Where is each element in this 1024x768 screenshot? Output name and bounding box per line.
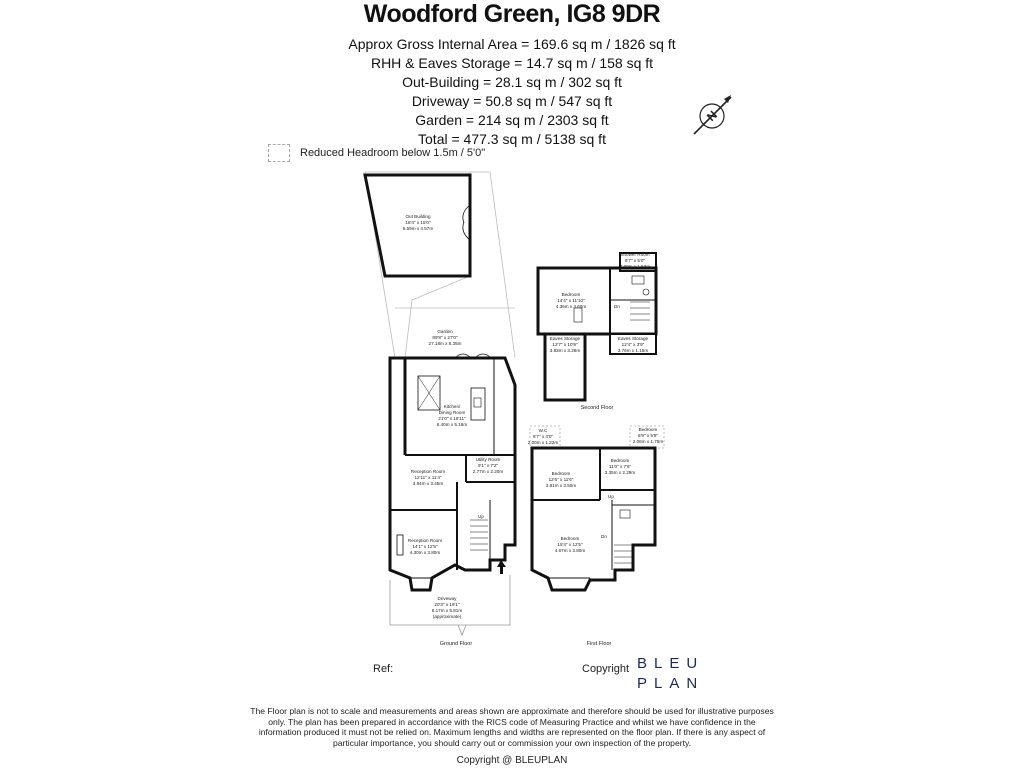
copyright-label: Copyright	[582, 663, 630, 675]
svg-text:12'4" x 3'9": 12'4" x 3'9"	[621, 342, 645, 347]
svg-text:12'11" x 11'4": 12'11" x 11'4"	[414, 475, 442, 480]
floor-label-second: Second Floor	[580, 405, 614, 411]
stair-up-first: Up	[608, 494, 614, 499]
svg-text:11'0" x 7'6": 11'0" x 7'6"	[608, 464, 632, 469]
svg-text:2.77m x 2.20m: 2.77m x 2.20m	[472, 469, 504, 474]
svg-text:Dining Room: Dining Room	[438, 410, 466, 415]
area-line-garden: Garden = 214 sq m / 2303 sq ft	[415, 112, 609, 128]
svg-text:3.83m x 3.28m: 3.83m x 3.28m	[549, 348, 581, 353]
svg-text:6'7" x 5'0": 6'7" x 5'0"	[624, 258, 646, 263]
svg-text:3.94m x 3.45m: 3.94m x 3.45m	[412, 481, 444, 486]
svg-text:2.00m x 1.22m: 2.00m x 1.22m	[527, 440, 559, 445]
stair-dn-second: Dn	[614, 304, 620, 309]
disclaimer-text: The Floor plan is not to scale and measurements and areas shown are approximate and therefore should be used for illustrative purposes only. The plan has been prepared in accordance with the RICS code of Measuring Practice and whilst we have confidence in the information produced it must not be relied on. Maximum lengths and widths are represented on the floor plan. If there is any aspect of particular importance, you should carry out or commission your own inspection of the property.	[250, 706, 774, 748]
svg-text:15'4" x 12'5": 15'4" x 12'5"	[557, 542, 583, 547]
compass-icon	[694, 95, 731, 134]
room-label-eaves-2	[618, 336, 649, 353]
floor-label-first: First Floor	[586, 641, 612, 647]
area-line-outbuilding: Out-Building = 28.1 sq m / 302 sq ft	[402, 74, 622, 90]
svg-text:Bedroom: Bedroom	[551, 471, 571, 476]
svg-text:6'9" x 5'9": 6'9" x 5'9"	[637, 433, 659, 438]
svg-text:Driveway: Driveway	[437, 596, 457, 601]
room-label-eaves-1	[550, 336, 581, 353]
svg-text:Bedroom: Bedroom	[610, 458, 630, 463]
svg-text:20'3" x 19'1": 20'3" x 19'1"	[434, 602, 460, 607]
svg-text:12'7" x 10'9": 12'7" x 10'9"	[552, 342, 578, 347]
svg-text:2.00m x 1.53m: 2.00m x 1.53m	[619, 264, 651, 269]
svg-text:Kitchen/: Kitchen/	[443, 404, 461, 409]
svg-text:6.40m x 5.16m: 6.40m x 5.16m	[436, 422, 468, 427]
room-label-reception-2	[408, 538, 442, 555]
property-title: Woodford Green, IG8 9DR	[363, 0, 661, 28]
svg-text:27.18m x 8.35m: 27.18m x 8.35m	[428, 341, 462, 346]
second-floor-plan	[538, 253, 656, 400]
brand-line-1: BLEU	[637, 655, 705, 672]
svg-text:4.67m x 3.80m: 4.67m x 3.80m	[554, 548, 586, 553]
svg-text:Reception Room: Reception Room	[407, 538, 443, 543]
area-line-gross: Approx Gross Internal Area = 169.6 sq m / 1826 sq ft	[348, 36, 676, 52]
svg-text:Bedroom: Bedroom	[638, 427, 658, 432]
svg-text:Bedroom: Bedroom	[561, 292, 581, 297]
stair-dn-first: Dn	[601, 534, 607, 539]
svg-text:21'0" x 16'11": 21'0" x 16'11"	[438, 416, 466, 421]
svg-text:W.C: W.C	[538, 428, 548, 433]
svg-text:6'7" x 4'0": 6'7" x 4'0"	[532, 434, 554, 439]
floor-label-ground: Ground Floor	[439, 641, 473, 647]
bleuplan-logo	[637, 654, 704, 694]
area-line-driveway: Driveway = 50.8 sq m / 547 sq ft	[411, 93, 613, 109]
svg-text:Utility Room: Utility Room	[475, 457, 501, 462]
svg-text:(approximate): (approximate)	[432, 614, 462, 619]
room-label-outbuilding	[403, 214, 434, 231]
stair-up-ground: Up	[478, 514, 484, 519]
svg-text:Reception Room: Reception Room	[410, 469, 446, 474]
legend-label: Reduced Headroom below 1.5m / 5'0"	[300, 147, 486, 159]
svg-text:3.35m x 2.29m: 3.35m x 2.29m	[604, 470, 636, 475]
svg-text:14'4" x 11'10": 14'4" x 11'10"	[557, 298, 585, 303]
room-label-bedroom-small	[633, 427, 664, 444]
svg-text:Eaves Storage: Eaves Storage	[617, 336, 649, 341]
room-label-garden	[429, 329, 462, 346]
room-label-wc	[528, 428, 559, 445]
brand-line-2: PLAN	[637, 675, 705, 692]
svg-text:6.17m x 5.81m: 6.17m x 5.81m	[431, 608, 463, 613]
svg-text:18'4" x 15'0": 18'4" x 15'0"	[405, 220, 431, 225]
room-label-driveway	[432, 596, 463, 619]
svg-text:5.59m x 4.57m: 5.59m x 4.57m	[402, 226, 434, 231]
svg-text:Out Building: Out Building	[405, 214, 431, 219]
first-floor-plan	[527, 426, 664, 590]
svg-text:2.06m x 1.75m: 2.06m x 1.75m	[632, 439, 664, 444]
svg-text:4.30m x 3.80m: 4.30m x 3.80m	[409, 550, 441, 555]
compass-letter: N	[703, 107, 721, 125]
svg-text:14'1" x 12'5": 14'1" x 12'5"	[412, 544, 438, 549]
svg-text:9'1" x 7'2": 9'1" x 7'2"	[477, 463, 499, 468]
svg-text:4.36m x 3.60m: 4.36m x 3.60m	[555, 304, 587, 309]
svg-text:Bedroom: Bedroom	[560, 536, 580, 541]
svg-text:Shower Room: Shower Room	[620, 252, 650, 257]
svg-text:3.81m x 3.50m: 3.81m x 3.50m	[545, 483, 577, 488]
area-line-storage: RHH & Eaves Storage = 14.7 sq m / 158 sq ft	[370, 55, 654, 71]
area-line-total: Total = 477.3 sq m / 5138 sq ft	[418, 131, 606, 147]
ref-label: Ref:	[373, 663, 394, 675]
svg-text:3.76m x 1.15m: 3.76m x 1.15m	[617, 348, 649, 353]
svg-text:89'8" x 27'0": 89'8" x 27'0"	[432, 335, 458, 340]
room-label-shower	[620, 252, 651, 269]
svg-text:Eaves Storage: Eaves Storage	[549, 336, 581, 341]
room-label-reception-1	[411, 469, 445, 486]
footer-copyright: Copyright @ BLEUPLAN	[456, 755, 568, 766]
ground-floor-plan	[365, 172, 515, 635]
svg-text:Garden: Garden	[437, 329, 453, 334]
svg-text:12'6" x 11'6": 12'6" x 11'6"	[548, 477, 574, 482]
